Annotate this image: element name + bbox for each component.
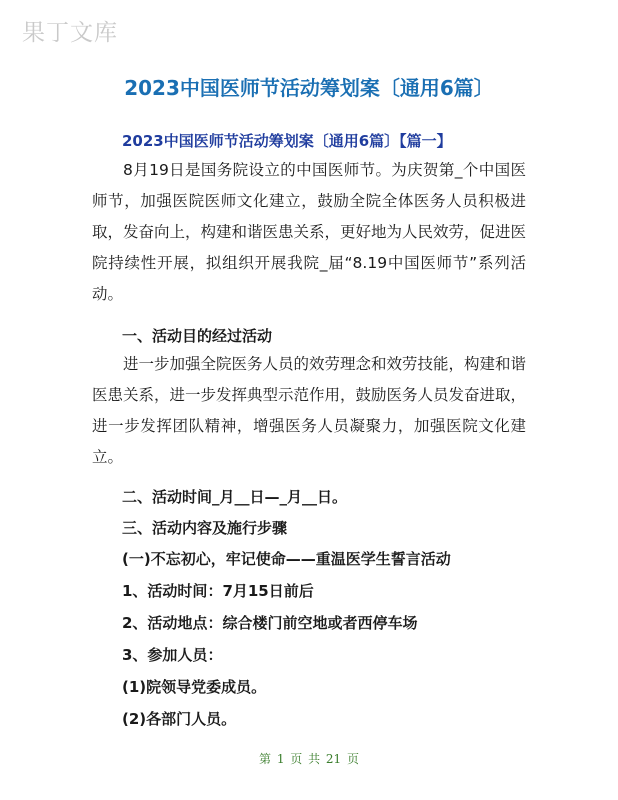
watermark-logo: 果丁文库	[22, 20, 118, 46]
item-participants-leaders: (1)院领导党委成员。	[122, 678, 267, 696]
item-activity-time: 1、活动时间：7月15日前后	[122, 582, 314, 600]
item-participants-departments: (2)各部门人员。	[122, 710, 237, 728]
heading-content: 三、活动内容及施行步骤	[122, 519, 288, 537]
heading-purpose: 一、活动目的经过活动	[122, 327, 273, 345]
paragraph-purpose: 进一步加强全院医务人员的效劳理念和效劳技能，构建和谐医患关系，进一步发挥典型示范作用，鼓励医务人员发奋进取，进一步发挥团队精神，增强医务人员凝聚力，加强医院文化建立。	[92, 355, 527, 466]
paragraph-intro: 8月19日是国务院设立的中国医师节。为庆贺第_个中国医师节，加强医院医师文化建立，鼓励全院全体医务人员积极进取，发奋向上，构建和谐医患关系，更好地为人民效劳，促进医院持续性开展，拟组织开展我院_届“8.19中国医师节”系列活动。	[92, 161, 527, 303]
section-title: 2023中国医师节活动筹划案〔通用6篇〕【篇一】	[122, 132, 452, 150]
page-number: 第 1 页 共 21 页	[259, 752, 359, 766]
document-title: 2023中国医师节活动筹划案〔通用6篇〕	[124, 76, 494, 100]
item-activity-location: 2、活动地点：综合楼门前空地或者西停车场	[122, 614, 418, 632]
item-participants: 3、参加人员：	[122, 646, 223, 664]
heading-time: 二、活动时间_月__日—_月__日。	[122, 488, 348, 506]
heading-activity-one: (一)不忘初心，牢记使命——重温医学生誓言活动	[122, 550, 451, 568]
